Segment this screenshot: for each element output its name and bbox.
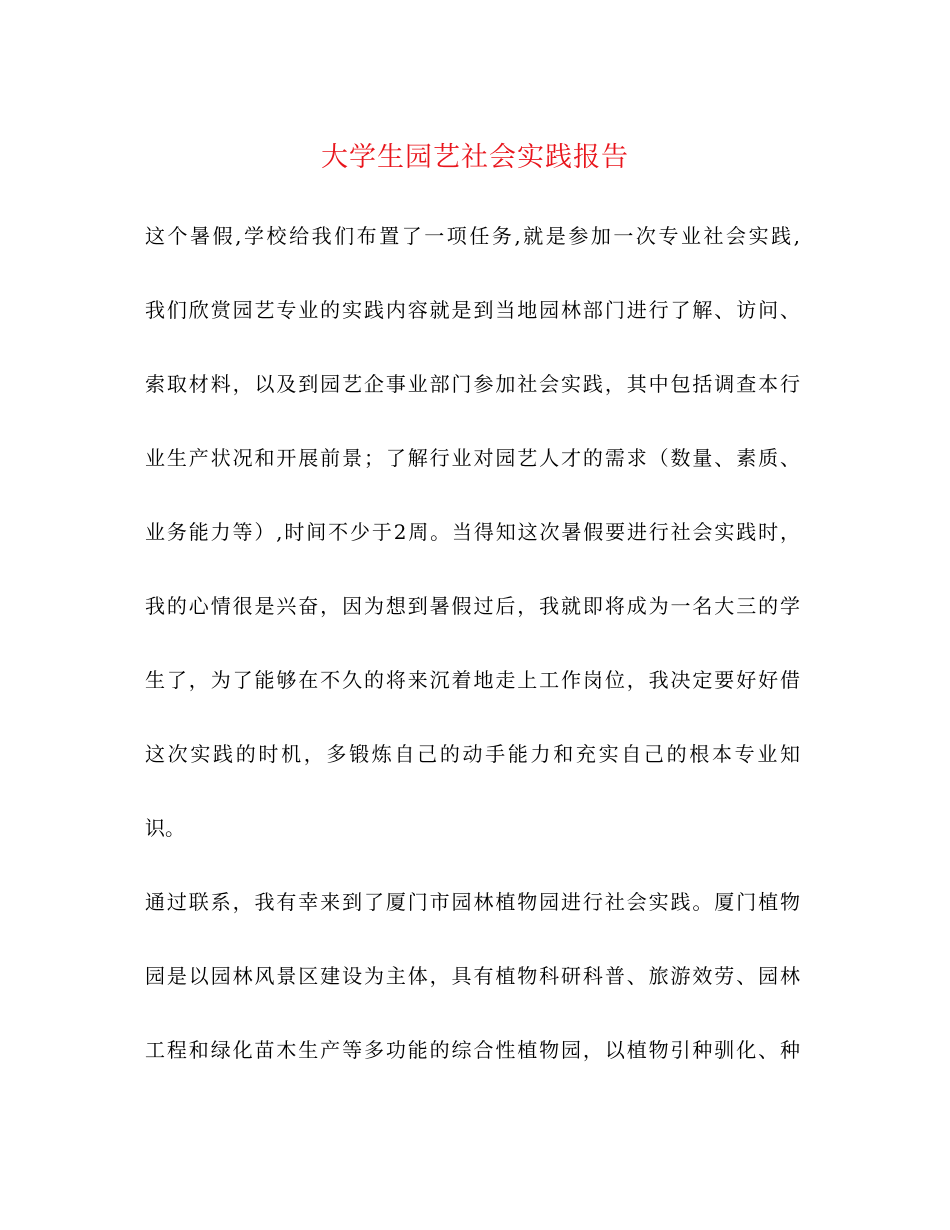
text-line: 这个暑假,学校给我们布置了一项任务,就是参加一次专业社会实践,	[145, 224, 800, 248]
document-title: 大学生园艺社会实践报告	[321, 142, 629, 173]
text-line: 通过联系，我有幸来到了厦门市园林植物园进行社会实践。厦门植物	[145, 890, 800, 914]
text-line: 业生产状况和开展前景；了解行业对园艺人才的需求（数量、素质、	[145, 446, 800, 470]
text-line: 工程和绿化苗木生产等多功能的综合性植物园，以植物引种驯化、种	[145, 1038, 800, 1062]
text-line: 这次实践的时机，多锻炼自己的动手能力和充实自己的根本专业知	[145, 742, 800, 766]
text-line: 业务能力等）,时间不少于2周。当得知这次暑假要进行社会实践时，	[145, 520, 800, 544]
text-line: 我的心情很是兴奋，因为想到暑假过后，我就即将成为一名大三的学	[145, 594, 800, 618]
text-line: 我们欣赏园艺专业的实践内容就是到当地园林部门进行了解、访问、	[145, 298, 800, 322]
text-line: 生了，为了能够在不久的将来沉着地走上工作岗位，我决定要好好借	[145, 668, 800, 692]
text-line: 识。	[145, 816, 185, 840]
text-line: 园是以园林风景区建设为主体，具有植物科研科普、旅游效劳、园林	[145, 964, 800, 988]
text-line: 索取材料，以及到园艺企事业部门参加社会实践，其中包括调查本行	[145, 372, 800, 396]
